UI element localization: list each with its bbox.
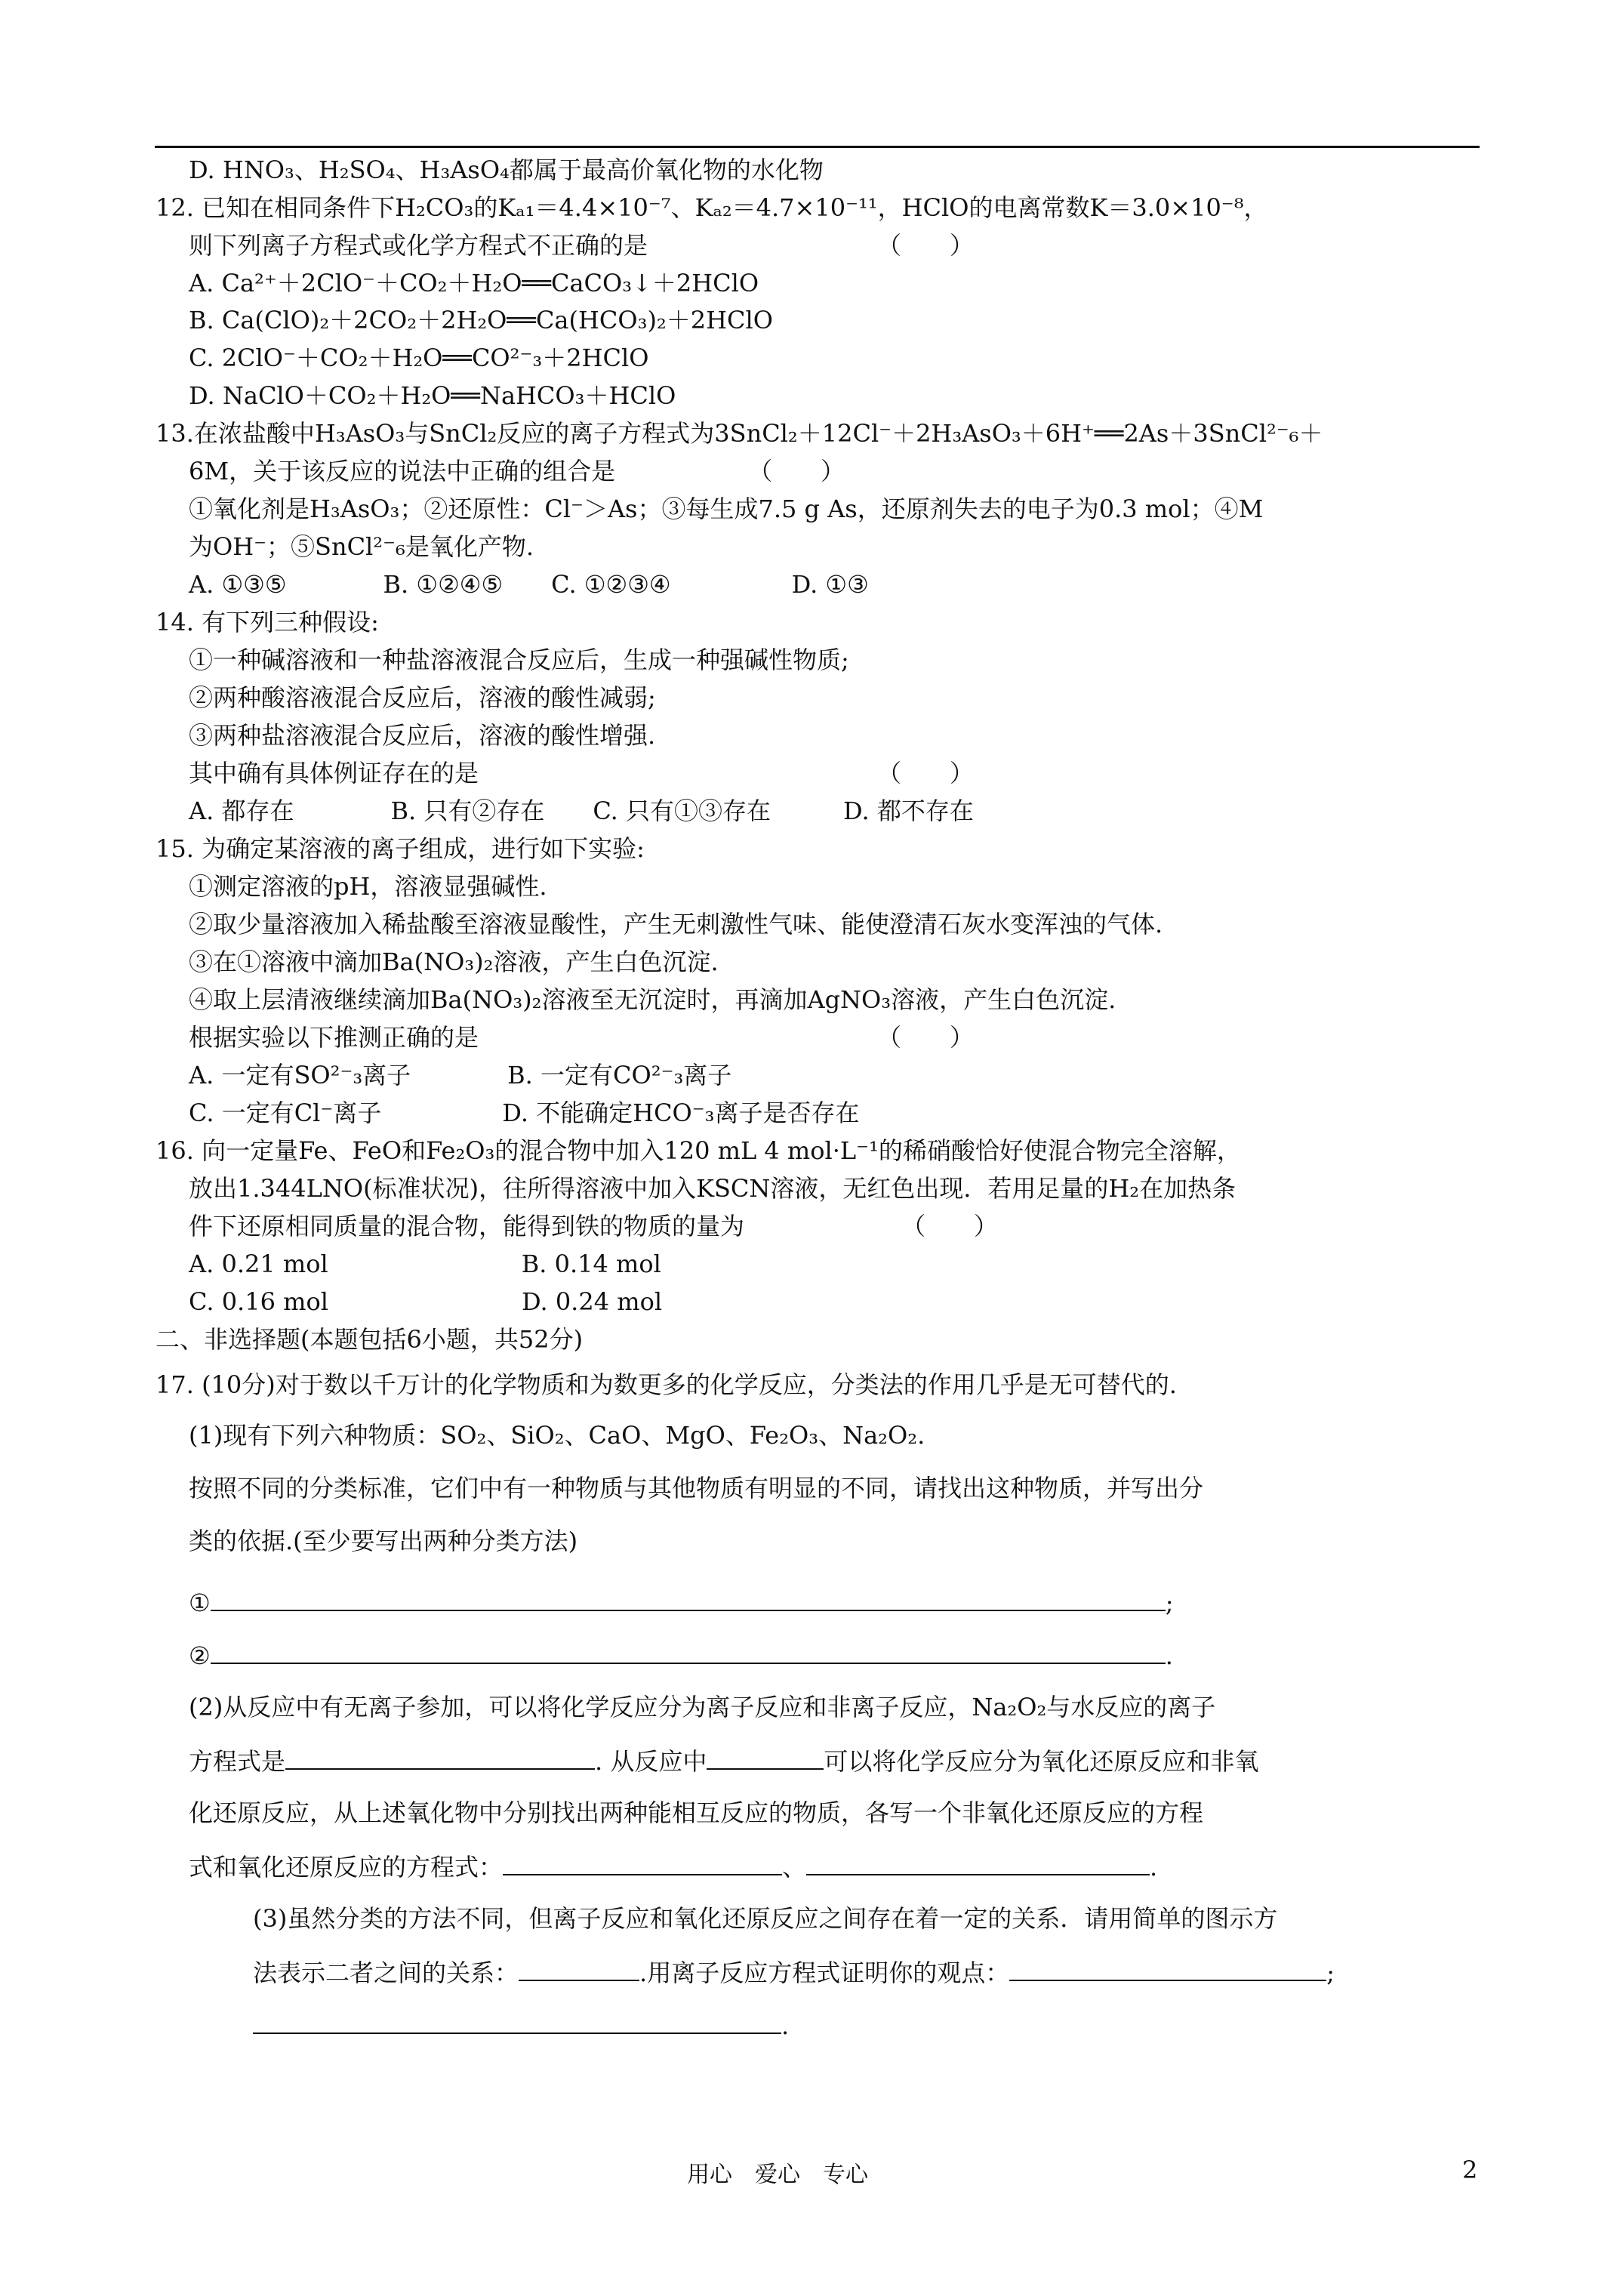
q11-option-d: D. HNO₃、H₂SO₄、H₃AsO₄都属于最高价氧化物的水化物: [189, 156, 824, 184]
part2-label-d: 式和氧化还原反应的方程式：: [189, 1853, 504, 1881]
q17-part3-line-1: (3)虽然分类的方法不同，但离子反应和氧化还原反应之间存在着一定的关系．请用简单的图示方: [253, 1904, 1278, 1933]
q17-part2-line-2: [189, 1746, 1258, 1776]
q13-stem: 13.在浓盐酸中H₃AsO₃与SnCl₂反应的离子方程式为3SnCl₂＋12Cl⁻＋2H₃AsO₃＋6H⁺══2As＋3SnCl²⁻₆＋: [156, 419, 1323, 448]
q14-stem: 14. 有下列三种假设:: [156, 608, 379, 636]
redox-equation-blank[interactable]: [806, 1851, 1150, 1875]
q16-stem: 16. 向一定量Fe、FeO和Fe₂O₃的混合物中加入120 mL 4 mol·L⁻¹的稀硝酸恰好使混合物完全溶解，: [156, 1136, 1241, 1165]
q14-item-2: ②两种酸溶液混合反应后，溶液的酸性减弱;: [189, 683, 656, 712]
q15-step-3: ③在①溶液中滴加Ba(NO₃)₂溶液，产生白色沉淀.: [189, 948, 719, 976]
q13-options: A. ①③⑤ B. ①②④⑤ C. ①②③④ D. ①③: [189, 570, 869, 599]
q15-question: 根据实验以下推测正确的是 （ ）: [189, 1023, 975, 1052]
q15-step-4: ④取上层清液继续滴加Ba(NO₃)₂溶液至无沉淀时，再滴加AgNO₃溶液，产生白色沉淀.: [189, 985, 1116, 1014]
q16-options-ab: A. 0.21 mol B. 0.14 mol: [189, 1250, 661, 1278]
answer-blank-2[interactable]: [211, 1640, 1166, 1664]
q17-part2-line-1: (2)从反应中有无离子参加，可以将化学反应分为离子反应和非离子反应，Na₂O₂与水反应的离子: [189, 1693, 1216, 1721]
q16-options-cd: C. 0.16 mol D. 0.24 mol: [189, 1287, 663, 1316]
page-number: 2: [1462, 2156, 1478, 2184]
q17-part2-line-3: 化还原反应，从上述氧化物中分别找出两种能相互反应的物质，各写一个非氧化还原反应的方程: [189, 1798, 1204, 1827]
q12-option-d: D. NaClO＋CO₂＋H₂O══NaHCO₃＋HClO: [189, 381, 676, 410]
q15-step-2: ②取少量溶液加入稀盐酸至溶液显酸性，产生无刺激性气味、能使澄清石灰水变浑浊的气体.: [189, 910, 1163, 938]
q13-statements-2: 为OH⁻；⑤SnCl²⁻₆是氧化产物.: [189, 532, 534, 561]
section-heading: 二、非选择题(本题包括6小题，共52分): [156, 1325, 584, 1354]
q12-option-c: C. 2ClO⁻＋CO₂＋H₂O══CO²⁻₃＋2HClO: [189, 344, 649, 372]
criterion-blank[interactable]: [707, 1746, 824, 1770]
q14-item-3: ③两种盐溶液混合反应后，溶液的酸性增强.: [189, 721, 656, 750]
q15-step-1: ①测定溶液的pH，溶液显强碱性.: [189, 872, 547, 901]
footer-motto: 用心 爱心 专心: [687, 2162, 868, 2188]
part3-label-b: .用离子反应方程式证明你的观点：: [639, 1959, 1010, 1987]
part2-label-c: 可以将化学反应分为氧化还原反应和非氧: [824, 1747, 1259, 1776]
answer-end-1: ;: [1165, 1589, 1174, 1617]
q17-part3-line-3: [253, 2010, 789, 2040]
part2-label-a: 方程式是: [189, 1747, 286, 1776]
q17-part3-line-2: [253, 1957, 1335, 1987]
q17-part1-instruction: 按照不同的分类标准，它们中有一种物质与其他物质有明显的不同，请找出这种物质，并写出分: [189, 1474, 1204, 1502]
answer-end-2: .: [1165, 1641, 1173, 1670]
q14-options: A. 都存在 B. 只有②存在 C. 只有①③存在 D. 都不存在: [189, 797, 974, 825]
non-redox-equation-blank[interactable]: [503, 1851, 782, 1875]
q16-stem-2: 放出1.344LNO(标准状况)，往所得溶液中加入KSCN溶液，无红色出现．若用足量的H₂在加热条: [189, 1174, 1236, 1203]
part3-final-end: .: [781, 2011, 790, 2040]
answer-marker-1: ①: [189, 1589, 211, 1617]
q17-part1-materials: (1)现有下列六种物质：SO₂、SiO₂、CaO、MgO、Fe₂O₃、Na₂O₂.: [189, 1421, 925, 1450]
q17-part2-line-4: [189, 1851, 1157, 1881]
header-rule: [155, 146, 1480, 148]
q17-answer-line-1: [189, 1587, 1173, 1617]
q15-stem: 15. 为确定某溶液的离子组成，进行如下实验:: [156, 834, 645, 863]
answer-marker-2: ②: [189, 1641, 211, 1670]
q15-options-ab: A. 一定有SO²⁻₃离子 B. 一定有CO²⁻₃离子: [189, 1061, 732, 1089]
q17-answer-line-2: [189, 1640, 1173, 1670]
part2-separator: 、: [782, 1853, 807, 1881]
q17-stem: 17. (10分)对于数以千万计的化学物质和为数更多的化学反应，分类法的作用几乎是无可替代的.: [156, 1370, 1177, 1399]
proof-continuation-blank[interactable]: [253, 2010, 781, 2034]
q13-stem-2: 6M，关于该反应的说法中正确的组合是 （ ）: [189, 457, 845, 485]
q17-part1-instruction-2: 类的依据.(至少要写出两种分类方法): [189, 1527, 578, 1555]
q13-statements: ①氧化剂是H₃AsO₃；②还原性：Cl⁻＞As；③每生成7.5 g As，还原剂失去的电子为0.3 mol；④M: [189, 495, 1264, 523]
q12-option-a: A. Ca²⁺＋2ClO⁻＋CO₂＋H₂O══CaCO₃↓＋2HClO: [189, 269, 759, 297]
ionic-equation-blank[interactable]: [285, 1746, 595, 1770]
q15-options-cd: C. 一定有Cl⁻离子 D. 不能确定HCO⁻₃离子是否存在: [189, 1099, 860, 1127]
diagram-blank[interactable]: [519, 1957, 639, 1981]
q12-stem-2: 则下列离子方程式或化学方程式不正确的是 （ ）: [189, 231, 975, 260]
q12-option-b: B. Ca(ClO)₂＋2CO₂＋2H₂O══Ca(HCO₃)₂＋2HClO: [189, 306, 773, 334]
proof-equation-blank[interactable]: [1009, 1957, 1326, 1981]
answer-blank-1[interactable]: [211, 1587, 1166, 1611]
part3-end: ;: [1326, 1959, 1335, 1987]
q12-stem: 12. 已知在相同条件下H₂CO₃的Kₐ₁＝4.4×10⁻⁷、Kₐ₂＝4.7×10⁻¹¹，HClO的电离常数K＝3.0×10⁻⁸，: [156, 193, 1268, 222]
part2-label-b: . 从反应中: [595, 1747, 707, 1776]
q14-question: 其中确有具体例证存在的是 （ ）: [189, 759, 975, 787]
part2-end: .: [1150, 1853, 1158, 1881]
q16-stem-3: 件下还原相同质量的混合物，能得到铁的物质的量为 （ ）: [189, 1212, 999, 1240]
q14-item-1: ①一种碱溶液和一种盐溶液混合反应后，生成一种强碱性物质;: [189, 646, 849, 674]
part3-label-a: 法表示二者之间的关系：: [253, 1959, 519, 1987]
